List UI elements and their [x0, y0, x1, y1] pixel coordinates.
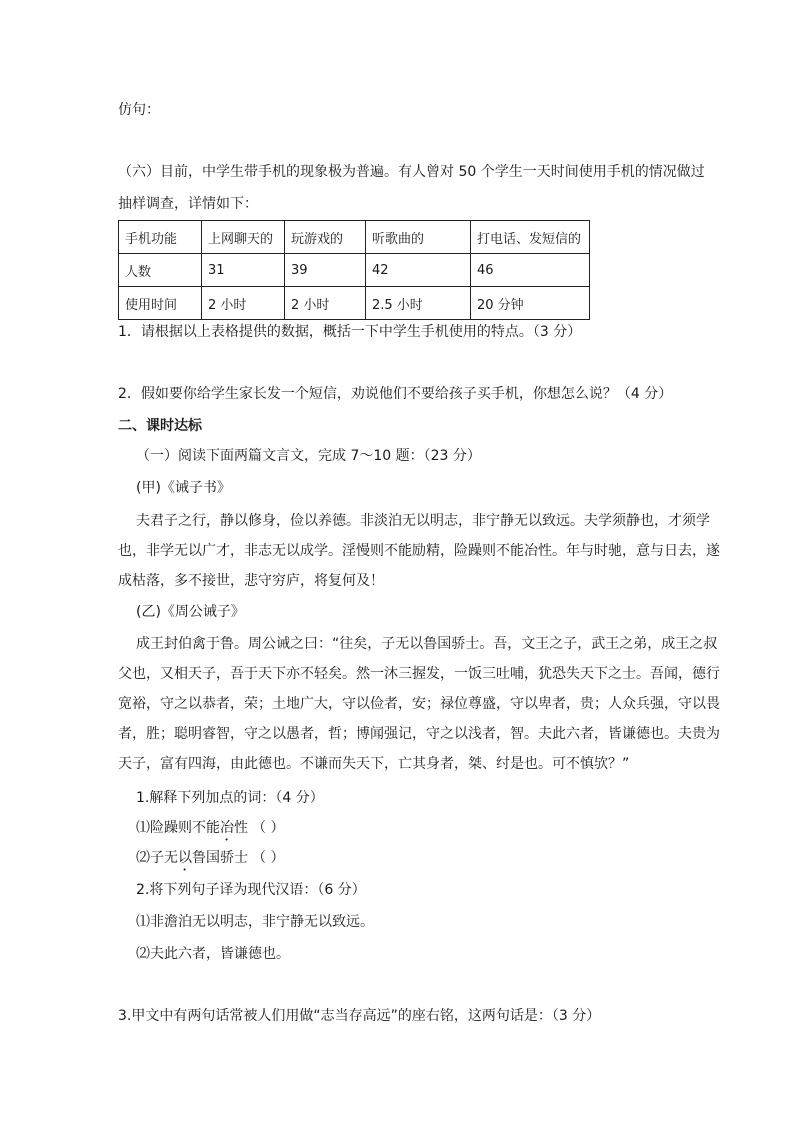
item-text: 性: [234, 820, 248, 836]
table-cell: 42: [366, 254, 471, 287]
table-cell: 39: [285, 254, 366, 287]
question-3: 3.甲文中有两句话常被人们用做“志当存高远”的座右铭，这两句话是：（3 分）: [118, 1008, 601, 1024]
table-cell: 2 小时: [202, 287, 285, 320]
q6-question-1: 1．请根据以上表格提供的数据，概括一下中学生手机使用的特点。（3 分）: [118, 324, 582, 340]
table-row: [119, 287, 590, 320]
table-row: [119, 221, 590, 254]
yi-paragraph-line: 父也，又相天子，吾于天下亦不轻矣。然一沐三握发，一饭三吐哺，犹恐失天下之士。吾闻，德行: [118, 666, 720, 682]
item-text: ⑵子无: [136, 850, 178, 866]
table-cell: 2.5 小时: [366, 287, 471, 320]
item-text: 鲁国骄士: [192, 850, 248, 866]
yi-paragraph-line: 成王封伯禽于鲁。周公诫之曰：“往矣，子无以鲁国骄士。吾，文王之子，武王之弟，成王之叔: [136, 636, 718, 652]
table-cell: 手机功能: [119, 221, 202, 254]
question-1-item-1: [136, 818, 248, 844]
q6-question-2: 2．假如要你给学生家长发一个短信，劝说他们不要给孩子买手机，你想怎么说？（4 分）: [118, 386, 673, 402]
q6-line-2: 抽样调查，详情如下：: [118, 196, 258, 212]
table-cell: 听歌曲的: [366, 221, 471, 254]
table-cell: 46: [471, 254, 590, 287]
question-1-item-2: [136, 848, 248, 874]
question-1: 1.解释下列加点的词：（4 分）: [136, 790, 324, 806]
phone-usage-table: [118, 220, 590, 320]
table-cell: 使用时间: [119, 287, 202, 320]
q6-line-1: （六）目前，中学生带手机的现象极为普遍。有人曾对 50 个学生一天时间使用手机的情况做过: [118, 164, 705, 180]
yi-paragraph-line: 天子，富有四海，由此德也。不谦而失天下，亡其身者，桀、纣是也。可不慎欤？”: [118, 756, 630, 772]
question-2: 2.将下列句子译为现代汉语：（6 分）: [136, 882, 366, 898]
table-cell: 打电话、发短信的: [471, 221, 590, 254]
question-2-item-2: ⑵夫此六者，皆谦德也。: [136, 946, 290, 962]
dotted-word: 以: [178, 850, 192, 866]
imitate-label: 仿句：: [118, 102, 160, 118]
answer-blank: （ ）: [252, 820, 285, 836]
yi-paragraph-line: 者，胜；聪明睿智，守之以愚者，哲；博闻强记，守之以浅者，智。夫此六者，皆谦德也。夫贵为: [118, 726, 720, 742]
jia-paragraph-line: 成枯落，多不接世，悲守穷庐，将复何及！: [118, 573, 384, 589]
table-cell: 玩游戏的: [285, 221, 366, 254]
table-row: [119, 254, 590, 287]
dotted-word: 冶: [220, 820, 234, 836]
table-cell: 2 小时: [285, 287, 366, 320]
table-cell: 上网聊天的: [202, 221, 285, 254]
question-2-item-1: ⑴非澹泊无以明志，非宁静无以致远。: [136, 914, 374, 930]
table-cell: 31: [202, 254, 285, 287]
answer-blank: （ ）: [252, 850, 285, 866]
jia-paragraph-line: 也，非学无以广才，非志无以成学。淫慢则不能励精，险躁则不能冶性。年与时驰，意与日去，遂: [118, 543, 720, 559]
yi-title: (乙)《周公诫子》: [136, 604, 245, 620]
jia-title: (甲)《诫子书》: [136, 480, 231, 496]
item-text: ⑴险躁则不能: [136, 820, 220, 836]
table-cell: 20 分钟: [471, 287, 590, 320]
reading-intro: （一）阅读下面两篇文言文，完成 7～10 题：（23 分）: [136, 448, 481, 464]
section-heading: 二、课时达标: [118, 418, 202, 434]
table-cell: 人数: [119, 254, 202, 287]
yi-paragraph-line: 宽裕，守之以恭者，荣；土地广大，守以俭者，安；禄位尊盛，守以卑者，贵；人众兵强，守以畏: [118, 696, 720, 712]
jia-paragraph-line: 夫君子之行，静以修身，俭以养德。非淡泊无以明志，非宁静无以致远。夫学须静也，才须学: [136, 513, 710, 529]
